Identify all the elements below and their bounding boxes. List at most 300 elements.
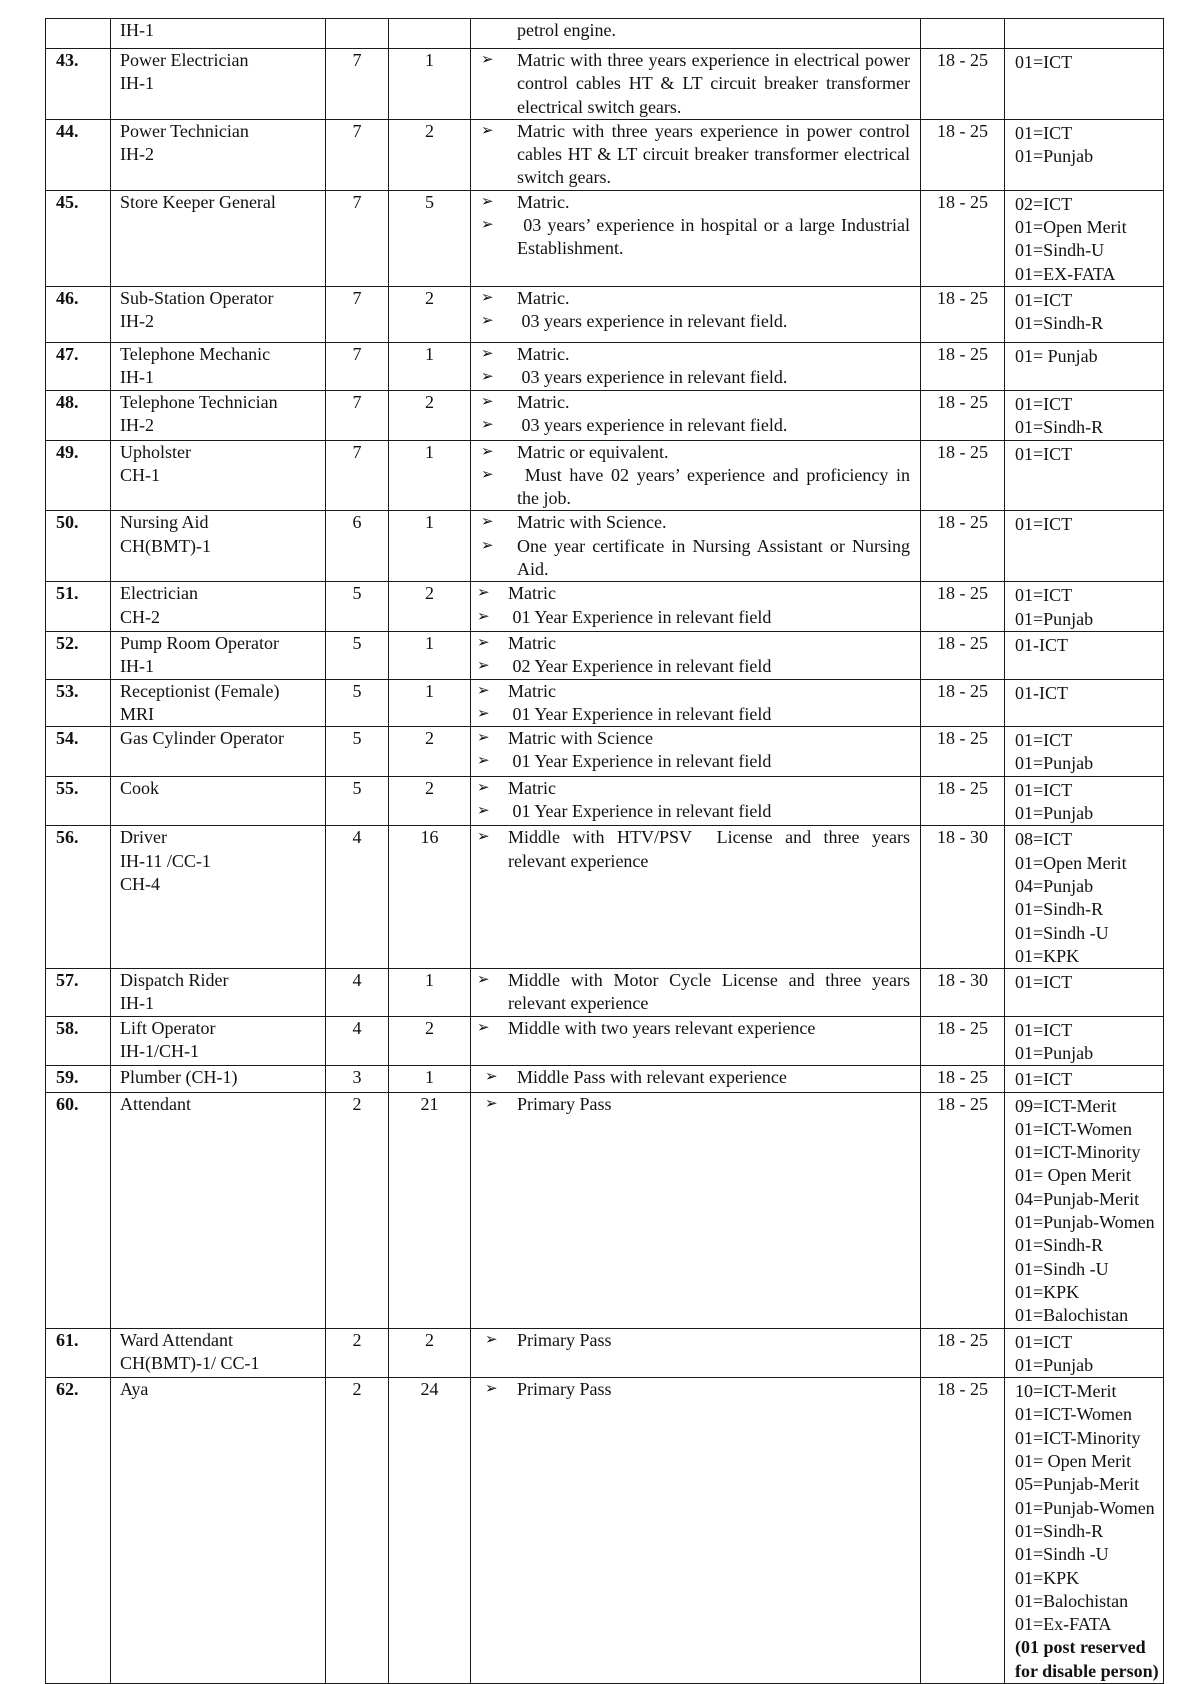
number-of-posts: 2	[389, 727, 471, 777]
quota-entry: 05=Punjab-Merit	[1015, 1474, 1140, 1495]
qualification-text: 01 Year Experience in relevant field	[508, 703, 772, 724]
bps-scale: 4	[326, 1016, 389, 1066]
quota-cell	[1005, 826, 1164, 969]
arrowhead-bullet-icon: ➢	[477, 829, 490, 846]
quota-entry: 01=Sindh-R	[1015, 1235, 1104, 1256]
qualification-item	[471, 414, 910, 437]
post-name-cell	[111, 1066, 326, 1092]
quota-entry: 01=Punjab	[1015, 146, 1094, 167]
quota-entry: 01=Punjab	[1015, 1354, 1094, 1375]
qualification-item	[471, 464, 915, 511]
qualification-item	[471, 800, 910, 823]
serial-number: 59.	[46, 1066, 111, 1092]
qualification-text: 02 Year Experience in relevant field	[508, 656, 772, 677]
table-row	[46, 1092, 1164, 1328]
quota-entry: 01=ICT	[1015, 443, 1073, 464]
arrowhead-bullet-icon: ➢	[481, 217, 494, 234]
bps-scale: 5	[326, 631, 389, 679]
quota-cell	[1005, 727, 1164, 777]
quota-cell	[1005, 49, 1164, 120]
qualification-text: Matric.	[517, 391, 570, 412]
qualification-item	[471, 120, 915, 190]
post-name: Lift Operator	[120, 1017, 216, 1038]
qualification-cell	[471, 19, 921, 49]
quota-entry: 01=ICT	[1015, 779, 1073, 800]
qualification-item	[471, 680, 910, 703]
qualification-text: Matric	[508, 632, 556, 653]
qualification-item	[471, 750, 910, 773]
post-name: Nursing Aid	[120, 512, 209, 533]
age-limit: 18 - 25	[921, 1328, 1005, 1378]
bps-scale: 3	[326, 1066, 389, 1092]
serial-number: 61.	[46, 1328, 111, 1378]
post-code: IH-1	[120, 656, 154, 677]
age-limit: 18 - 25	[921, 390, 1005, 440]
bps-scale: 7	[326, 440, 389, 511]
post-name: Telephone Technician	[120, 391, 278, 412]
serial-number: 43.	[46, 49, 111, 120]
quota-entry: 01=Punjab	[1015, 608, 1094, 629]
bps-scale: 7	[326, 119, 389, 190]
quota-entry: 01-ICT	[1015, 682, 1068, 703]
qualification-item	[471, 655, 910, 678]
quota-cell	[1005, 1378, 1164, 1684]
qualification-item	[471, 1093, 910, 1116]
quota-note: (01 post reserved for disable person)	[1015, 1637, 1159, 1681]
quota-entry: 04=Punjab	[1015, 875, 1094, 896]
qualification-item	[471, 582, 910, 605]
post-code: IH-2	[120, 311, 154, 332]
quota-entry: 01= Punjab	[1015, 345, 1098, 366]
age-limit: 18 - 25	[921, 582, 1005, 632]
post-code: CH-1	[120, 464, 160, 485]
quota-entry: 01=Punjab-Women	[1015, 1497, 1155, 1518]
quota-cell	[1005, 390, 1164, 440]
number-of-posts	[389, 19, 471, 49]
quota-entry: 01=ICT	[1015, 1019, 1073, 1040]
arrowhead-bullet-icon: ➢	[481, 369, 494, 386]
qualification-item	[471, 366, 910, 389]
qualification-text: 03 years experience in relevant field.	[517, 311, 788, 332]
post-name: Attendant	[120, 1093, 191, 1114]
bps-scale: 2	[326, 1092, 389, 1328]
post-code: CH(BMT)-1	[120, 535, 211, 556]
number-of-posts: 2	[389, 390, 471, 440]
age-limit: 18 - 25	[921, 1378, 1005, 1684]
bps-scale: 4	[326, 826, 389, 969]
qualification-item	[471, 310, 910, 333]
quota-entry: 01=ICT	[1015, 393, 1073, 414]
quota-cell	[1005, 511, 1164, 582]
table-row	[46, 390, 1164, 440]
bps-scale: 2	[326, 1328, 389, 1378]
serial-number: 50.	[46, 511, 111, 582]
quota-entry: 01=Ex-FATA	[1015, 1614, 1112, 1635]
qualification-text: 01 Year Experience in relevant field	[508, 801, 772, 822]
qualification-text: Matric.	[517, 343, 570, 364]
number-of-posts: 2	[389, 1016, 471, 1066]
quota-cell	[1005, 119, 1164, 190]
serial-number: 45.	[46, 190, 111, 286]
qualification-text: Matric	[508, 583, 556, 604]
qualification-item	[471, 826, 915, 873]
number-of-posts: 2	[389, 119, 471, 190]
qualification-cell	[471, 969, 921, 1017]
post-name: Electrician	[120, 583, 198, 604]
qualification-item	[471, 606, 910, 629]
qualification-text: Middle with HTV/PSV License and three years relevant experience	[508, 827, 915, 871]
quota-entry: 01=Sindh-R	[1015, 899, 1104, 920]
qualification-item	[471, 49, 915, 119]
quota-entry: 01=Balochistan	[1015, 1305, 1129, 1326]
table-row	[46, 1378, 1164, 1684]
post-name: Receptionist (Female)	[120, 680, 280, 701]
number-of-posts: 1	[389, 1066, 471, 1092]
post-name-cell	[111, 826, 326, 969]
quota-entry: 01=Punjab	[1015, 803, 1094, 824]
table-row	[46, 49, 1164, 120]
age-limit: 18 - 25	[921, 1066, 1005, 1092]
quota-entry: 01=ICT	[1015, 52, 1073, 72]
quota-entry: 01=KPK	[1015, 1567, 1080, 1588]
qualification-item	[471, 632, 910, 655]
table-row	[46, 440, 1164, 511]
quota-entry: 01=ICT	[1015, 122, 1073, 143]
age-limit: 18 - 25	[921, 776, 1005, 826]
quota-cell	[1005, 286, 1164, 342]
qualification-item	[471, 703, 910, 726]
qualification-cell	[471, 440, 921, 511]
serial-number: 53.	[46, 679, 111, 727]
arrowhead-bullet-icon: ➢	[477, 634, 490, 651]
post-name-cell	[111, 511, 326, 582]
table-row	[46, 1016, 1164, 1066]
post-code: IH-2	[120, 415, 154, 436]
post-name: Telephone Mechanic	[120, 343, 271, 364]
number-of-posts: 1	[389, 631, 471, 679]
quota-cell	[1005, 776, 1164, 826]
serial-number: 62.	[46, 1378, 111, 1684]
age-limit: 18 - 25	[921, 119, 1005, 190]
arrowhead-bullet-icon: ➢	[485, 1069, 498, 1086]
quota-entry: 01= Open Merit	[1015, 1451, 1132, 1472]
qualification-cell	[471, 679, 921, 727]
qualification-item	[471, 535, 914, 582]
serial-number: 58.	[46, 1016, 111, 1066]
qualification-item	[471, 191, 910, 214]
post-name-cell	[111, 390, 326, 440]
table-row	[46, 19, 1164, 49]
qualification-text: Matric or equivalent.	[517, 441, 669, 462]
number-of-posts: 5	[389, 190, 471, 286]
qualification-cell	[471, 390, 921, 440]
arrowhead-bullet-icon: ➢	[477, 730, 490, 747]
qualification-item	[471, 1017, 910, 1040]
post-name: Dispatch Rider	[120, 970, 229, 991]
qualification-text: 03 years experience in relevant field.	[517, 415, 788, 436]
qualification-cell	[471, 190, 921, 286]
quota-entry: 01=Sindh-U	[1015, 240, 1105, 261]
post-name-cell	[111, 1016, 326, 1066]
arrowhead-bullet-icon: ➢	[481, 193, 494, 210]
post-name-cell	[111, 440, 326, 511]
table-row	[46, 727, 1164, 777]
post-name: Pump Room Operator	[120, 632, 279, 653]
quota-entry: 09=ICT-Merit	[1015, 1095, 1117, 1116]
quota-entry: 01=ICT	[1015, 730, 1073, 751]
post-name: Sub-Station Operator	[120, 287, 274, 308]
arrowhead-bullet-icon: ➢	[477, 705, 490, 722]
quota-cell	[1005, 190, 1164, 286]
arrowhead-bullet-icon: ➢	[481, 537, 494, 554]
serial-number: 60.	[46, 1092, 111, 1328]
qualification-cell	[471, 826, 921, 969]
qualification-item	[471, 391, 910, 414]
qualification-cell	[471, 631, 921, 679]
arrowhead-bullet-icon: ➢	[481, 122, 494, 139]
qualification-text: Middle with two years relevant experience	[508, 1017, 816, 1038]
qualification-item	[471, 214, 915, 261]
posts-table	[45, 18, 1164, 1684]
quota-entry: 01=ICT	[1015, 585, 1073, 606]
bps-scale: 5	[326, 679, 389, 727]
arrowhead-bullet-icon: ➢	[477, 682, 490, 699]
post-name: Power Electrician	[120, 50, 249, 70]
arrowhead-bullet-icon: ➢	[477, 658, 490, 675]
serial-number: 56.	[46, 826, 111, 969]
arrowhead-bullet-icon: ➢	[485, 1095, 498, 1112]
qualification-cell	[471, 119, 921, 190]
qualification-cell	[471, 49, 921, 120]
serial-number: 44.	[46, 119, 111, 190]
posts-table-body	[46, 19, 1164, 1684]
post-name: Power Technician	[120, 120, 249, 141]
post-name-cell	[111, 1328, 326, 1378]
quota-cell	[1005, 582, 1164, 632]
serial-number: 49.	[46, 440, 111, 511]
quota-cell	[1005, 1066, 1164, 1092]
arrowhead-bullet-icon: ➢	[481, 345, 494, 362]
arrowhead-bullet-icon: ➢	[477, 779, 490, 796]
number-of-posts: 1	[389, 440, 471, 511]
bps-scale: 5	[326, 582, 389, 632]
qualification-text: 01 Year Experience in relevant field	[508, 751, 772, 772]
quota-cell	[1005, 1328, 1164, 1378]
serial-number: 55.	[46, 776, 111, 826]
post-name-cell	[111, 286, 326, 342]
number-of-posts: 16	[389, 826, 471, 969]
table-row	[46, 1328, 1164, 1378]
qualification-item	[471, 511, 910, 534]
serial-number: 47.	[46, 342, 111, 390]
serial-number: 54.	[46, 727, 111, 777]
quota-entry: 01= Open Merit	[1015, 1165, 1132, 1186]
post-name-cell	[111, 19, 326, 49]
quota-entry: 01=Balochistan	[1015, 1590, 1129, 1611]
qualification-item	[471, 441, 910, 464]
table-row	[46, 776, 1164, 826]
bps-scale: 7	[326, 390, 389, 440]
quota-entry: 01=KPK	[1015, 1281, 1080, 1302]
qualification-text: 03 years’ experience in hospital or a large Industrial Establishment.	[517, 215, 915, 259]
arrowhead-bullet-icon: ➢	[481, 313, 494, 330]
number-of-posts: 1	[389, 49, 471, 120]
post-name-cell	[111, 49, 326, 120]
post-code: IH-2	[120, 144, 154, 165]
qualification-text: Matric.	[517, 287, 570, 308]
age-limit: 18 - 25	[921, 727, 1005, 777]
arrowhead-bullet-icon: ➢	[481, 52, 494, 68]
age-limit: 18 - 25	[921, 631, 1005, 679]
age-limit: 18 - 25	[921, 1016, 1005, 1066]
qualification-item	[471, 727, 910, 750]
number-of-posts: 1	[389, 969, 471, 1017]
qualification-cell	[471, 1328, 921, 1378]
qualification-text: Matric.	[517, 191, 570, 212]
number-of-posts: 1	[389, 679, 471, 727]
number-of-posts: 1	[389, 342, 471, 390]
post-name: Upholster	[120, 441, 191, 462]
age-limit: 18 - 25	[921, 49, 1005, 120]
quota-entry: 01=ICT-Minority	[1015, 1142, 1141, 1163]
qualification-text: 03 years experience in relevant field.	[517, 367, 788, 388]
bps-scale: 2	[326, 1378, 389, 1684]
qualification-cell	[471, 776, 921, 826]
qualification-text: Matric	[508, 777, 556, 798]
quota-entry: 01=ICT	[1015, 289, 1073, 310]
qualification-text: Matric	[508, 680, 556, 701]
quota-entry: 01=ICT	[1015, 1069, 1073, 1090]
post-code: CH-2	[120, 606, 160, 627]
quota-entry: 01=Punjab	[1015, 1042, 1094, 1063]
quota-entry: 01-ICT	[1015, 634, 1068, 655]
age-limit: 18 - 25	[921, 190, 1005, 286]
table-row	[46, 679, 1164, 727]
post-name-cell	[111, 1378, 326, 1684]
bps-scale: 7	[326, 342, 389, 390]
bps-scale: 4	[326, 969, 389, 1017]
serial-number: 48.	[46, 390, 111, 440]
bps-scale: 5	[326, 776, 389, 826]
post-name-cell	[111, 679, 326, 727]
post-name: Plumber (CH-1)	[120, 1067, 238, 1088]
qualification-item	[471, 777, 910, 800]
qualification-item	[471, 969, 915, 1016]
quota-entry: 01=ICT-Minority	[1015, 1427, 1141, 1448]
qualification-cell	[471, 286, 921, 342]
post-name: Store Keeper General	[120, 191, 276, 212]
bps-scale: 6	[326, 511, 389, 582]
quota-cell	[1005, 440, 1164, 511]
age-limit: 18 - 25	[921, 286, 1005, 342]
post-name-cell	[111, 342, 326, 390]
quota-entry: 01=ICT	[1015, 1331, 1073, 1352]
qualification-item	[471, 343, 910, 366]
quota-entry: 01=ICT-Women	[1015, 1118, 1133, 1139]
arrowhead-bullet-icon: ➢	[481, 443, 494, 460]
post-code: IH-1	[120, 993, 154, 1014]
table-row	[46, 190, 1164, 286]
arrowhead-bullet-icon: ➢	[477, 753, 490, 770]
qualification-cell	[471, 582, 921, 632]
number-of-posts: 1	[389, 511, 471, 582]
qualification-cell	[471, 1092, 921, 1328]
quota-cell	[1005, 19, 1164, 49]
serial-number: 51.	[46, 582, 111, 632]
quota-entry: 01=Sindh-R	[1015, 313, 1104, 334]
age-limit: 18 - 25	[921, 1092, 1005, 1328]
serial-number: 52.	[46, 631, 111, 679]
qualification-text: Primary Pass	[517, 1093, 612, 1114]
qualification-cell	[471, 1066, 921, 1092]
qualification-item	[471, 1329, 910, 1352]
quota-cell	[1005, 342, 1164, 390]
quota-entry: 01=Sindh -U	[1015, 1544, 1109, 1565]
table-row	[46, 826, 1164, 969]
age-limit: 18 - 25	[921, 511, 1005, 582]
number-of-posts: 24	[389, 1378, 471, 1684]
quota-entry: 01=Punjab	[1015, 753, 1094, 774]
number-of-posts: 2	[389, 1328, 471, 1378]
age-limit: 18 - 30	[921, 969, 1005, 1017]
quota-cell	[1005, 969, 1164, 1017]
qualification-text: Middle with Motor Cycle License and three years relevant experience	[508, 970, 915, 1014]
number-of-posts: 2	[389, 286, 471, 342]
age-limit: 18 - 25	[921, 342, 1005, 390]
table-row	[46, 511, 1164, 582]
bps-scale: 7	[326, 49, 389, 120]
post-name: Driver	[120, 827, 167, 848]
post-code: IH-1	[120, 367, 154, 388]
qualification-text: 01 Year Experience in relevant field	[508, 606, 772, 627]
bps-scale: 5	[326, 727, 389, 777]
quota-entry: 08=ICT	[1015, 829, 1073, 850]
qualification-item	[471, 1378, 910, 1401]
post-name-cell	[111, 969, 326, 1017]
arrowhead-bullet-icon: ➢	[477, 1019, 490, 1036]
post-name-cell	[111, 727, 326, 777]
post-name: Aya	[120, 1379, 149, 1400]
quota-entry: 01=Sindh -U	[1015, 1258, 1109, 1279]
post-code: CH-4	[120, 873, 160, 894]
quota-cell	[1005, 1092, 1164, 1328]
bps-scale	[326, 19, 389, 49]
quota-entry: 01=Sindh -U	[1015, 922, 1109, 943]
post-name: Cook	[120, 777, 160, 798]
quota-entry: 04=Punjab-Merit	[1015, 1188, 1140, 1209]
qualification-text: Matric with three years experience in electrical power control cables HT & LT circuit breaker transformer electrical switch gears.	[517, 50, 915, 117]
quota-entry: 01=Sindh-R	[1015, 1520, 1104, 1541]
post-code: IH-11 /CC-1	[120, 850, 211, 871]
post-code: IH-1/CH-1	[120, 1040, 199, 1061]
number-of-posts: 2	[389, 776, 471, 826]
quota-entry: 10=ICT-Merit	[1015, 1381, 1117, 1402]
quota-entry: 01=Open Merit	[1015, 852, 1127, 873]
post-name-cell	[111, 631, 326, 679]
quota-entry: 02=ICT	[1015, 193, 1073, 214]
qualification-text: Must have 02 years’ experience and proficiency in the job.	[517, 464, 915, 509]
serial-number: 57.	[46, 969, 111, 1017]
post-name-cell	[111, 776, 326, 826]
bps-scale: 7	[326, 286, 389, 342]
quota-entry: 01=EX-FATA	[1015, 263, 1116, 284]
post-name: Ward Attendant	[120, 1329, 234, 1350]
qualification-cell	[471, 1016, 921, 1066]
qualification-text: Primary Pass	[517, 1329, 612, 1350]
table-row	[46, 631, 1164, 679]
qualification-text: One year certificate in Nursing Assistant or Nursing Aid.	[517, 535, 914, 580]
age-limit: 18 - 25	[921, 440, 1005, 511]
